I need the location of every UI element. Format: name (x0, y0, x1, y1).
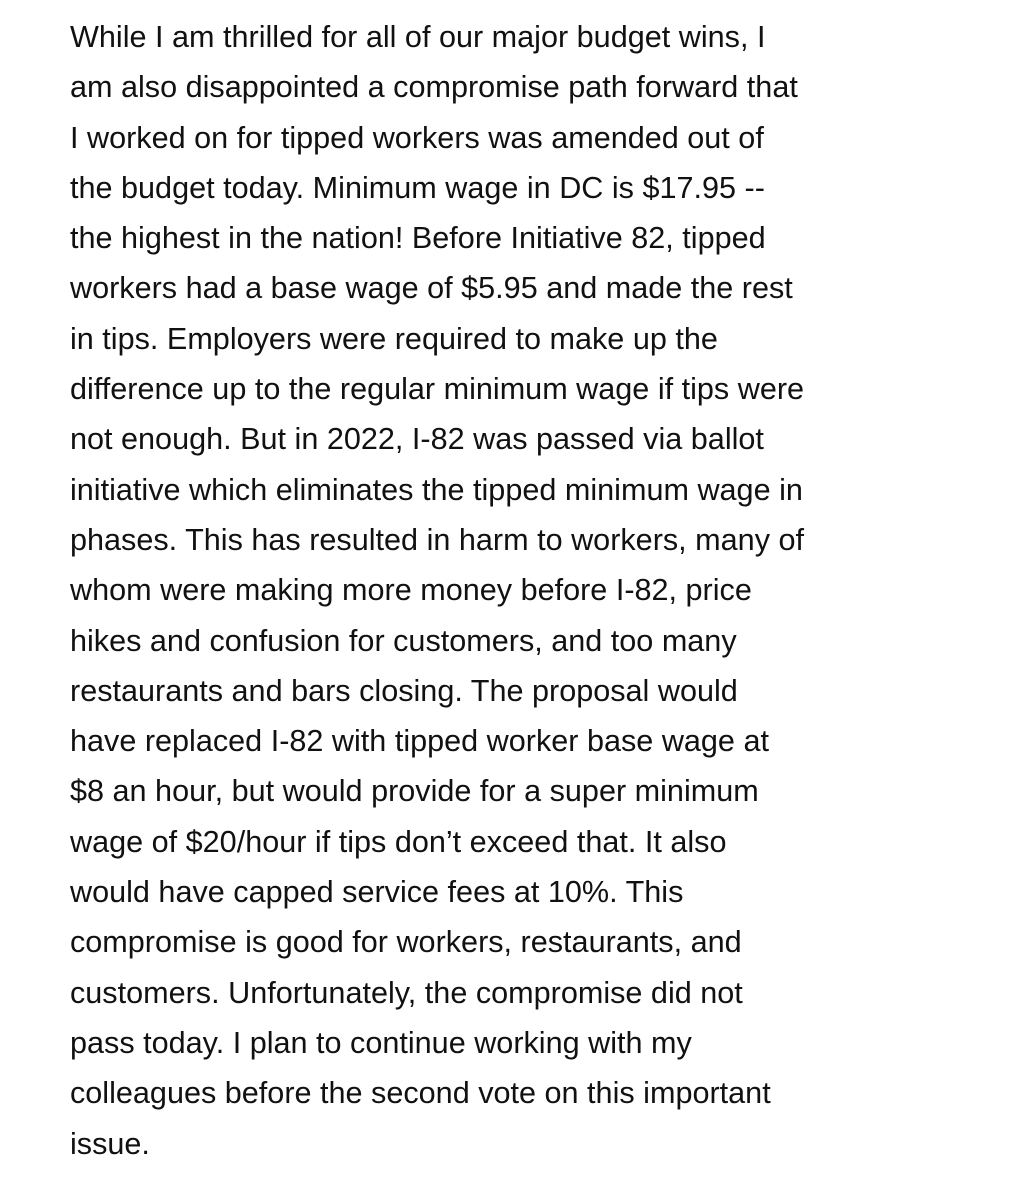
text-line: am also disappointed a compromise path forward that (70, 70, 798, 105)
text-line: phases. This has resulted in harm to workers, many of (70, 522, 805, 557)
text-line: have replaced I-82 with tipped worker base wage at (70, 724, 769, 759)
text-line: not enough. But in 2022, I-82 was passed via ballot (70, 422, 764, 457)
text-line: workers had a base wage of $5.95 and made the rest (70, 271, 793, 306)
text-line: While I am thrilled for all of our major budget wins, I (70, 20, 766, 54)
text-line: colleagues before the second vote on this important (70, 1076, 771, 1111)
text-line: customers. Unfortunately, the compromise did not (70, 975, 743, 1010)
text-line: $8 an hour, but would provide for a super minimum (70, 774, 759, 809)
statement-text (70, 12, 1010, 1169)
text-line: the highest in the nation! Before Initiative 82, tipped (70, 221, 766, 256)
text-line: pass today. I plan to continue working with my (70, 1025, 692, 1060)
text-line: in tips. Employers were required to make up the (70, 321, 718, 356)
text-line: would have capped service fees at 10%. This (70, 875, 684, 910)
text-line: wage of $20/hour if tips don’t exceed that. It also (70, 824, 727, 859)
text-line: the budget today. Minimum wage in DC is $17.95 -- (70, 170, 765, 205)
text-line: initiative which eliminates the tipped minimum wage in (70, 472, 803, 507)
text-line: whom were making more money before I-82, price (70, 573, 752, 608)
text-line: restaurants and bars closing. The proposal would (70, 673, 738, 708)
text-line: hikes and confusion for customers, and too many (70, 623, 737, 658)
text-line: I worked on for tipped workers was amended out of (70, 120, 764, 155)
text-line: issue. (70, 1126, 150, 1161)
text-line: difference up to the regular minimum wage if tips were (70, 372, 805, 407)
text-line: compromise is good for workers, restaurants, and (70, 925, 742, 960)
